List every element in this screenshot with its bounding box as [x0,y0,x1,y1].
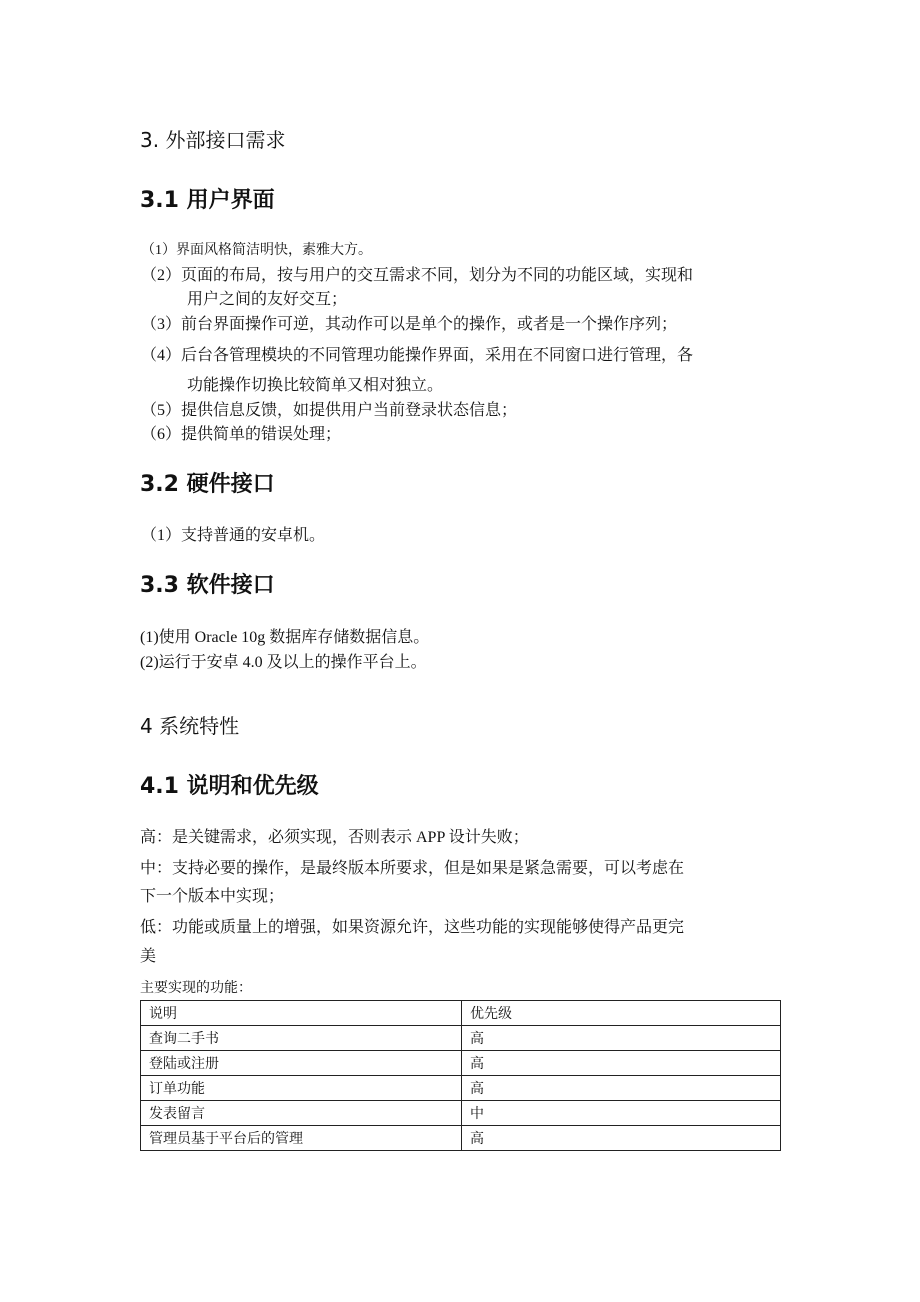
ui-requirement-6: （6）提供简单的错误处理； [141,426,342,443]
row-priority: 高 [462,1051,781,1076]
table-row [141,1026,781,1051]
header-description: 说明 [141,1001,462,1026]
table-row [141,1051,781,1076]
table-row [141,1101,781,1126]
section-3-2-heading: 3.2 硬件接口 [140,472,275,497]
hardware-requirement-1: （1）支持普通的安卓机。 [141,527,326,544]
row-feature: 管理员基于平台后的管理 [141,1126,462,1151]
ui-requirement-3: （3）前台界面操作可逆，其动作可以是单个的操作，或者是一个操作序列； [141,316,678,333]
ui-requirement-2: （2）页面的布局，按与用户的交互需求不同，划分为不同的功能区域，实现和 [141,267,694,284]
feature-priority-table [140,1000,781,1151]
section-4-heading: 4 系统特性 [140,714,240,738]
ui-requirement-2-continued: 用户之间的友好交互； [187,291,348,308]
section-3-1-heading: 3.1 用户界面 [140,188,275,213]
ui-requirement-4-continued: 功能操作切换比较简单又相对独立。 [187,377,444,394]
priority-high-definition: 高：是关键需求，必须实现，否则表示 APP 设计失败； [140,829,529,846]
row-priority: 高 [462,1026,781,1051]
table-caption: 主要实现的功能： [140,981,252,996]
priority-low-definition: 低：功能或质量上的增强，如果资源允许，这些功能的实现能够使得产品更完 [140,919,685,936]
ui-requirement-1: （1）界面风格简洁明快，素雅大方。 [141,243,372,258]
section-3-heading: 3. 外部接口需求 [140,128,286,152]
table-row [141,1126,781,1151]
row-priority: 高 [462,1076,781,1101]
row-feature: 查询二手书 [141,1026,462,1051]
software-requirement-1: (1)使用 Oracle 10g 数据库存储数据信息。 [140,629,430,646]
row-feature: 发表留言 [141,1101,462,1126]
row-feature: 登陆或注册 [141,1051,462,1076]
table-header-row [141,1001,781,1026]
row-priority: 高 [462,1126,781,1151]
software-requirement-2: (2)运行于安卓 4.0 及以上的操作平台上。 [140,654,427,671]
section-3-3-heading: 3.3 软件接口 [140,573,275,598]
ui-requirement-4: （4）后台各管理模块的不同管理功能操作界面，采用在不同窗口进行管理，各 [141,347,694,364]
priority-medium-definition: 中：支持必要的操作，是最终版本所要求，但是如果是紧急需要，可以考虑在 [140,860,685,877]
table-row [141,1076,781,1101]
row-feature: 订单功能 [141,1076,462,1101]
row-priority: 中 [462,1101,781,1126]
ui-requirement-5: （5）提供信息反馈，如提供用户当前登录状态信息； [141,402,518,419]
priority-medium-definition-continued: 下一个版本中实现； [140,888,285,905]
priority-low-definition-continued: 美 [140,948,157,965]
section-4-1-heading: 4.1 说明和优先级 [140,774,319,799]
header-priority: 优先级 [462,1001,781,1026]
